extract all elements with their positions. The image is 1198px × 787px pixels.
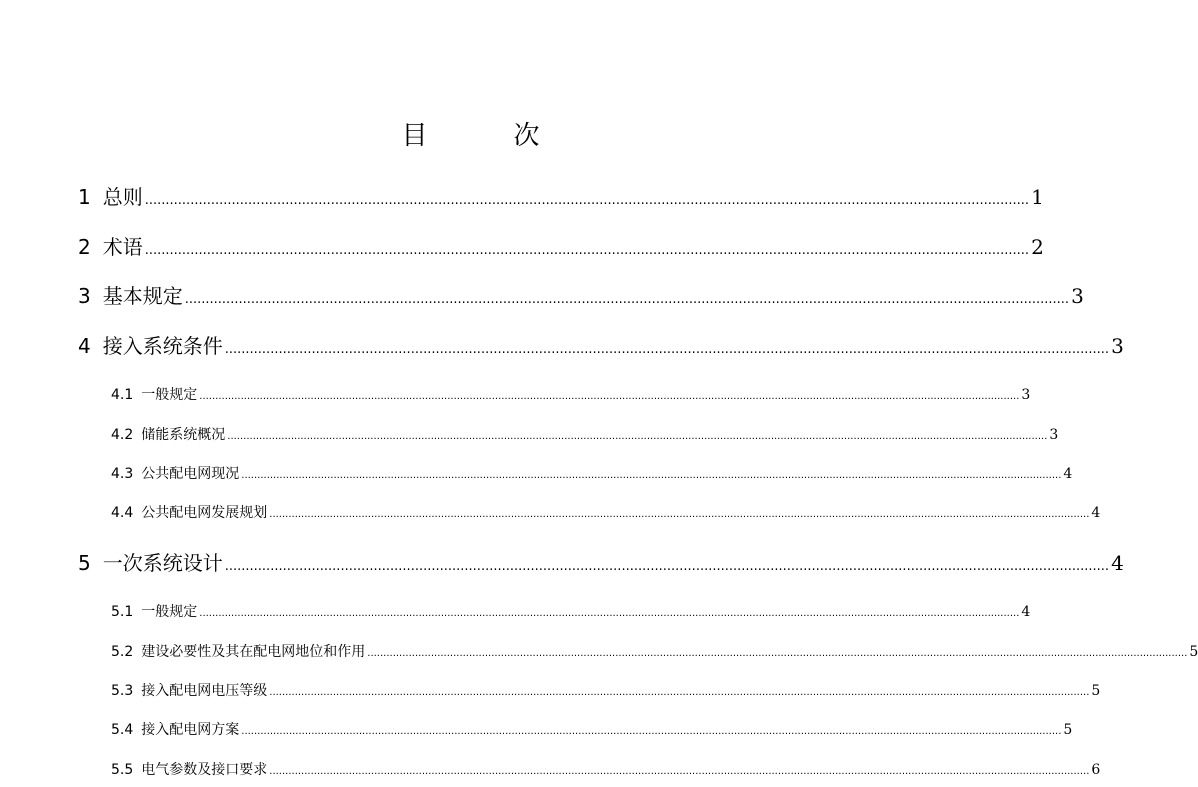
toc-entry-page: 3 <box>1049 427 1059 443</box>
toc-entry-title: 基本规定 <box>102 284 183 308</box>
toc-entry-number: 5.3 <box>111 683 134 699</box>
toc-entry-page: 5 <box>1091 683 1101 699</box>
toc-subentry[interactable] <box>111 720 1073 742</box>
toc-entry-number: 4.3 <box>111 466 134 482</box>
toc-entry-number: 5.4 <box>111 722 134 738</box>
toc-entry-number: 2 <box>78 235 91 259</box>
toc-entry-number: 5.5 <box>111 762 134 778</box>
toc-entry-title: 建设必要性及其在配电网地位和作用 <box>141 644 366 660</box>
toc-entry-page: 3 <box>1021 387 1031 403</box>
toc-title: 目 次 <box>401 121 570 151</box>
dot-leader: .................................................................................................................................................................................................................................................................. <box>199 391 1020 402</box>
toc-entry-title: 术语 <box>102 235 143 259</box>
toc-entry-number: 4.4 <box>111 505 134 521</box>
dot-leader: ...................................................................................................................................................................................................................... <box>144 243 1030 258</box>
toc-entry-title: 公共配电网发展规划 <box>141 505 268 521</box>
toc-subentry[interactable] <box>111 503 1101 525</box>
toc-entry-title: 总则 <box>102 185 143 209</box>
toc-subentry[interactable] <box>111 681 1101 703</box>
toc-subentry[interactable] <box>111 760 1101 782</box>
toc-subentry[interactable] <box>111 464 1073 486</box>
toc-entry-title: 接入系统条件 <box>102 334 223 358</box>
dot-leader: .................................................................................................................................................................................................................................................................. <box>199 608 1020 619</box>
dot-leader: ...................................................................................................................................................................................................................... <box>184 292 1070 307</box>
toc-entry-page: 4 <box>1111 551 1124 575</box>
toc-entry-number: 5 <box>78 551 91 575</box>
toc-entry-title: 一般规定 <box>141 604 198 620</box>
dot-leader: ...................................................................................................................................................................................................................... <box>224 559 1110 574</box>
toc-entry-title: 一次系统设计 <box>102 551 223 575</box>
toc-entry-page: 5 <box>1189 644 1198 660</box>
toc-entry-page: 2 <box>1031 235 1044 259</box>
dot-leader: ...................................................................................................................................................................................................................... <box>144 193 1030 208</box>
dot-leader: .................................................................................................................................................................................................................................................................. <box>269 687 1090 698</box>
toc-entry-page: 3 <box>1111 334 1124 358</box>
dot-leader: ...................................................................................................................................................................................................................... <box>224 342 1110 357</box>
toc-entry-title: 一般规定 <box>141 387 198 403</box>
dot-leader: .................................................................................................................................................................................................................................................................. <box>227 431 1048 442</box>
toc-entry-number: 5.2 <box>111 644 134 660</box>
toc-entry-number: 3 <box>78 284 91 308</box>
toc-entry[interactable] <box>78 549 1124 581</box>
toc-entry-page: 1 <box>1031 185 1044 209</box>
dot-leader: .................................................................................................................................................................................................................................................................. <box>241 470 1062 481</box>
toc-entry-title: 接入配电网方案 <box>141 722 240 738</box>
dot-leader: .................................................................................................................................................................................................................................................................. <box>269 509 1090 520</box>
toc-entry-page: 4 <box>1091 505 1101 521</box>
toc-entry[interactable] <box>78 233 1044 265</box>
toc-entry-page: 6 <box>1091 762 1101 778</box>
toc-entry-page: 3 <box>1071 284 1084 308</box>
toc-entry-title: 公共配电网现况 <box>141 466 240 482</box>
toc-entry-page: 4 <box>1021 604 1031 620</box>
toc-entry-page: 4 <box>1063 466 1073 482</box>
toc-entry[interactable] <box>78 332 1124 364</box>
dot-leader: .................................................................................................................................................................................................................................................................. <box>367 648 1188 659</box>
toc-entry-page: 5 <box>1063 722 1073 738</box>
toc-entry-title: 储能系统概况 <box>141 427 226 443</box>
toc-entry[interactable] <box>78 183 1044 215</box>
toc-entry-number: 4.1 <box>111 387 134 403</box>
dot-leader: .................................................................................................................................................................................................................................................................. <box>241 726 1062 737</box>
toc-subentry[interactable] <box>111 385 1031 407</box>
toc-subentry[interactable] <box>111 602 1031 624</box>
toc-entry-number: 4.2 <box>111 427 134 443</box>
toc-entry-title: 电气参数及接口要求 <box>141 762 268 778</box>
toc-entry-number: 5.1 <box>111 604 134 620</box>
dot-leader: .................................................................................................................................................................................................................................................................. <box>269 766 1090 777</box>
toc-entry-number: 4 <box>78 334 91 358</box>
toc-subentry[interactable] <box>111 425 1059 447</box>
toc-entry-title: 接入配电网电压等级 <box>141 683 268 699</box>
toc-entry[interactable] <box>78 282 1084 314</box>
toc-subentry[interactable] <box>111 642 1198 664</box>
toc-entry-number: 1 <box>78 185 91 209</box>
